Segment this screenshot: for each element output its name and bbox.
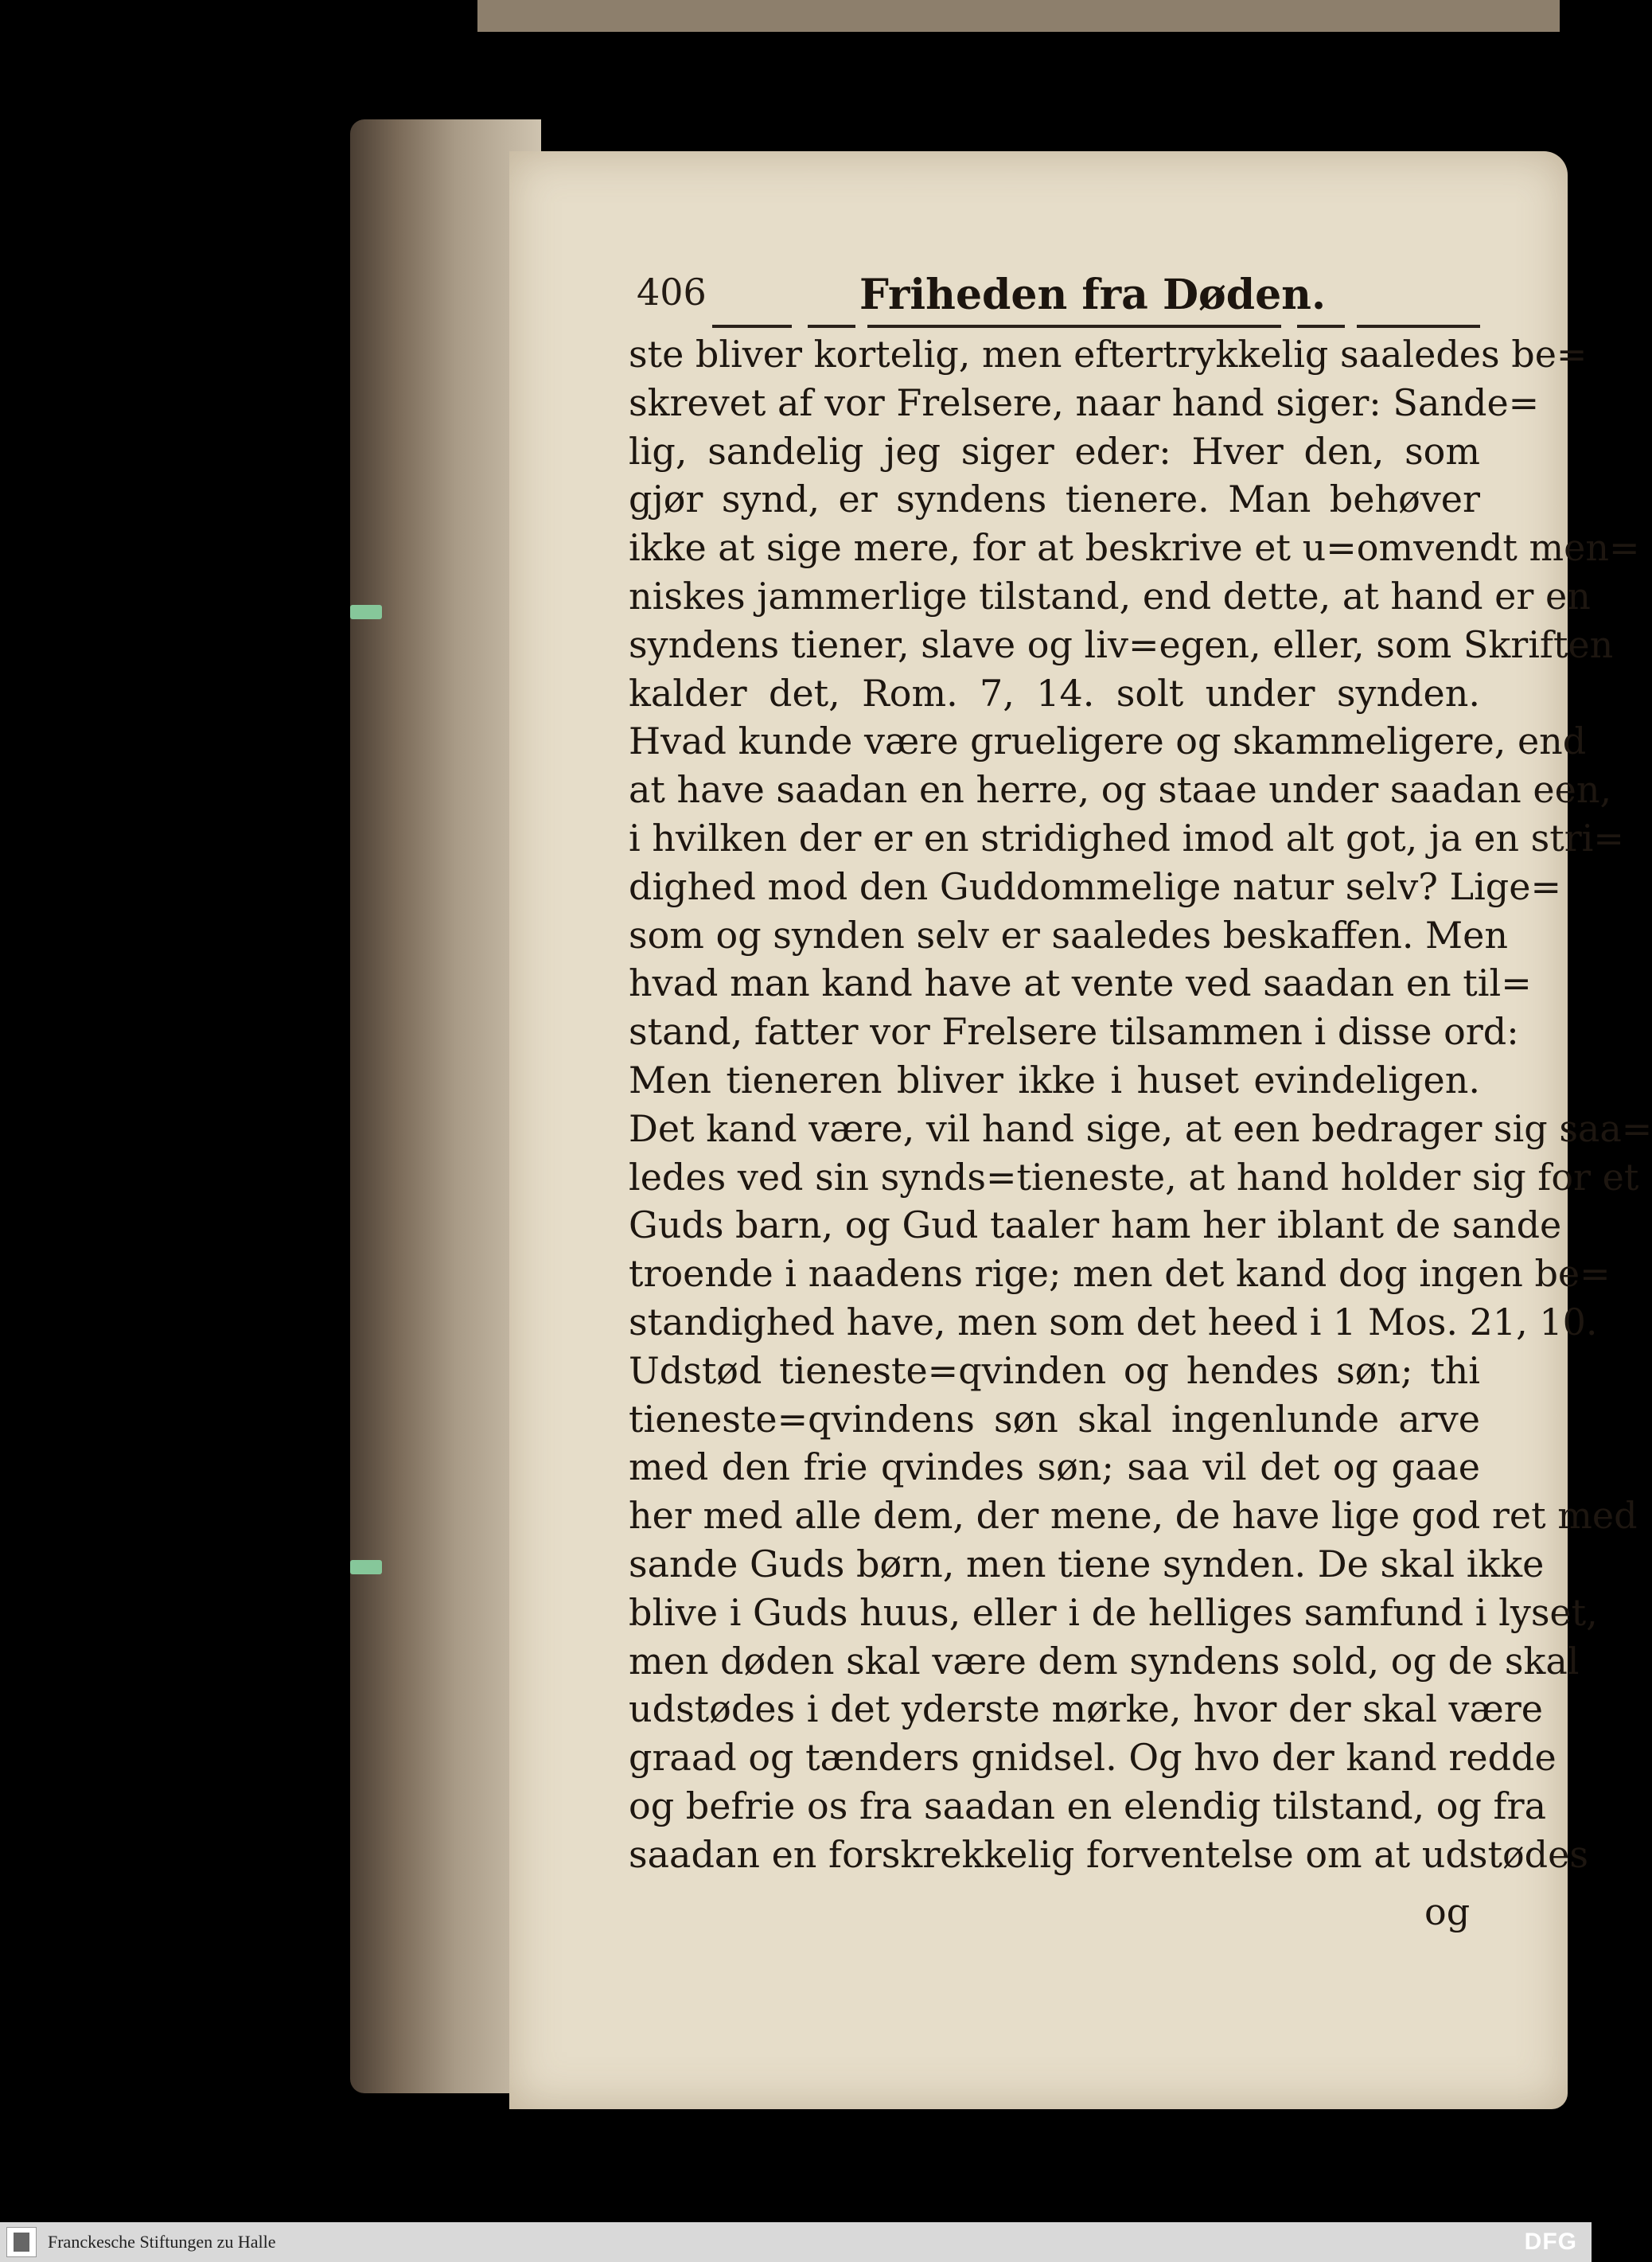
text-line: udstødes i det yderste mørke, hvor der skal være [629,1687,1543,1731]
page-number: 406 [637,271,707,314]
text-line: skrevet af vor Frelsere, naar hand siger: Sande= [629,380,1540,424]
head-rule [1297,325,1345,328]
body-text [629,330,1652,1879]
text-line: syndens tiener, slave og liv=egen, eller, som Skriften [629,622,1614,666]
library-logo-icon [6,2227,37,2257]
text-line: standighed have, men som det heed i 1 Mos. 21, 10. [629,1300,1598,1344]
text-line: tieneste=qvindens søn skal ingenlunde arve [629,1397,1480,1441]
text-line: dighed mod den Guddommelige natur selv? Lige= [629,864,1562,908]
text-line: men døden skal være dem syndens sold, og de skal [629,1639,1580,1683]
text-line: Udstød tieneste=qvinden og hendes søn; thi [629,1348,1480,1392]
text-line: Hvad kunde være grueligere og skammeligere, end [629,720,1587,763]
catchword: og [1424,1890,1471,1933]
text-line: ste bliver kortelig, men eftertrykkelig saaledes be= [629,333,1588,376]
text-line: lig, sandelig jeg siger eder: Hver den, som [629,429,1480,473]
text-line: her med alle dem, der mene, de have lige god ret med [629,1494,1638,1538]
dfg-logo: DFG [1524,2229,1577,2255]
text-line: saadan en forskrekkelig forventelse om at udstødes [629,1832,1588,1876]
text-line: stand, fatter vor Frelsere tilsammen i disse ord: [629,1010,1519,1054]
text-line: Det kand være, vil hand sige, at een bedrager sig saa= [629,1106,1652,1150]
text-line: at have saadan en herre, og staae under saadan een, [629,768,1612,812]
text-line: ikke at sige mere, for at beskrive et u=omvendt men= [629,526,1640,570]
text-line: gjør synd, er syndens tienere. Man behøver [629,478,1480,521]
head-rule [712,325,792,328]
running-head [637,271,1480,326]
text-line: graad og tænders gnidsel. Og hvo der kand redde [629,1736,1557,1780]
text-line: i hvilken der er en stridighed imod alt got, ja en stri= [629,816,1624,860]
running-title: Friheden fra Døden. [859,271,1327,319]
text-line: hvad man kand have at vente ved saadan en til= [629,961,1532,1005]
bookmark-tab [350,605,382,619]
bookmark-tab [350,1560,382,1574]
text-line: Guds barn, og Gud taaler ham her iblant de sande [629,1203,1562,1247]
text-line: blive i Guds huus, eller i de helliges samfund i lyset, [629,1590,1598,1634]
head-rule [867,325,1281,328]
text-line: troende i naadens rige; men det kand dog ingen be= [629,1252,1611,1296]
text-line: sande Guds børn, men tiene synden. De skal ikke [629,1542,1545,1585]
head-rule [1357,325,1480,328]
text-line: ledes ved sin synds=tieneste, at hand holder sig for et [629,1155,1639,1199]
text-line: som og synden selv er saaledes beskaffen. Men [629,913,1509,957]
library-name: Franckesche Stiftungen zu Halle [48,2232,276,2252]
text-line: og befrie os fra saadan en elendig tilstand, og fra [629,1784,1546,1827]
text-line: kalder det, Rom. 7, 14. solt under synden. [629,671,1480,715]
text-line: med den frie qvindes søn; saa vil det og gaae [629,1445,1480,1489]
head-rule [808,325,855,328]
top-page-edge [477,0,1560,32]
text-line: Men tieneren bliver ikke i huset evindeligen. [629,1058,1480,1102]
text-line: niskes jammerlige tilstand, end dette, at hand er en [629,574,1591,618]
viewer-footer [0,2222,1592,2262]
